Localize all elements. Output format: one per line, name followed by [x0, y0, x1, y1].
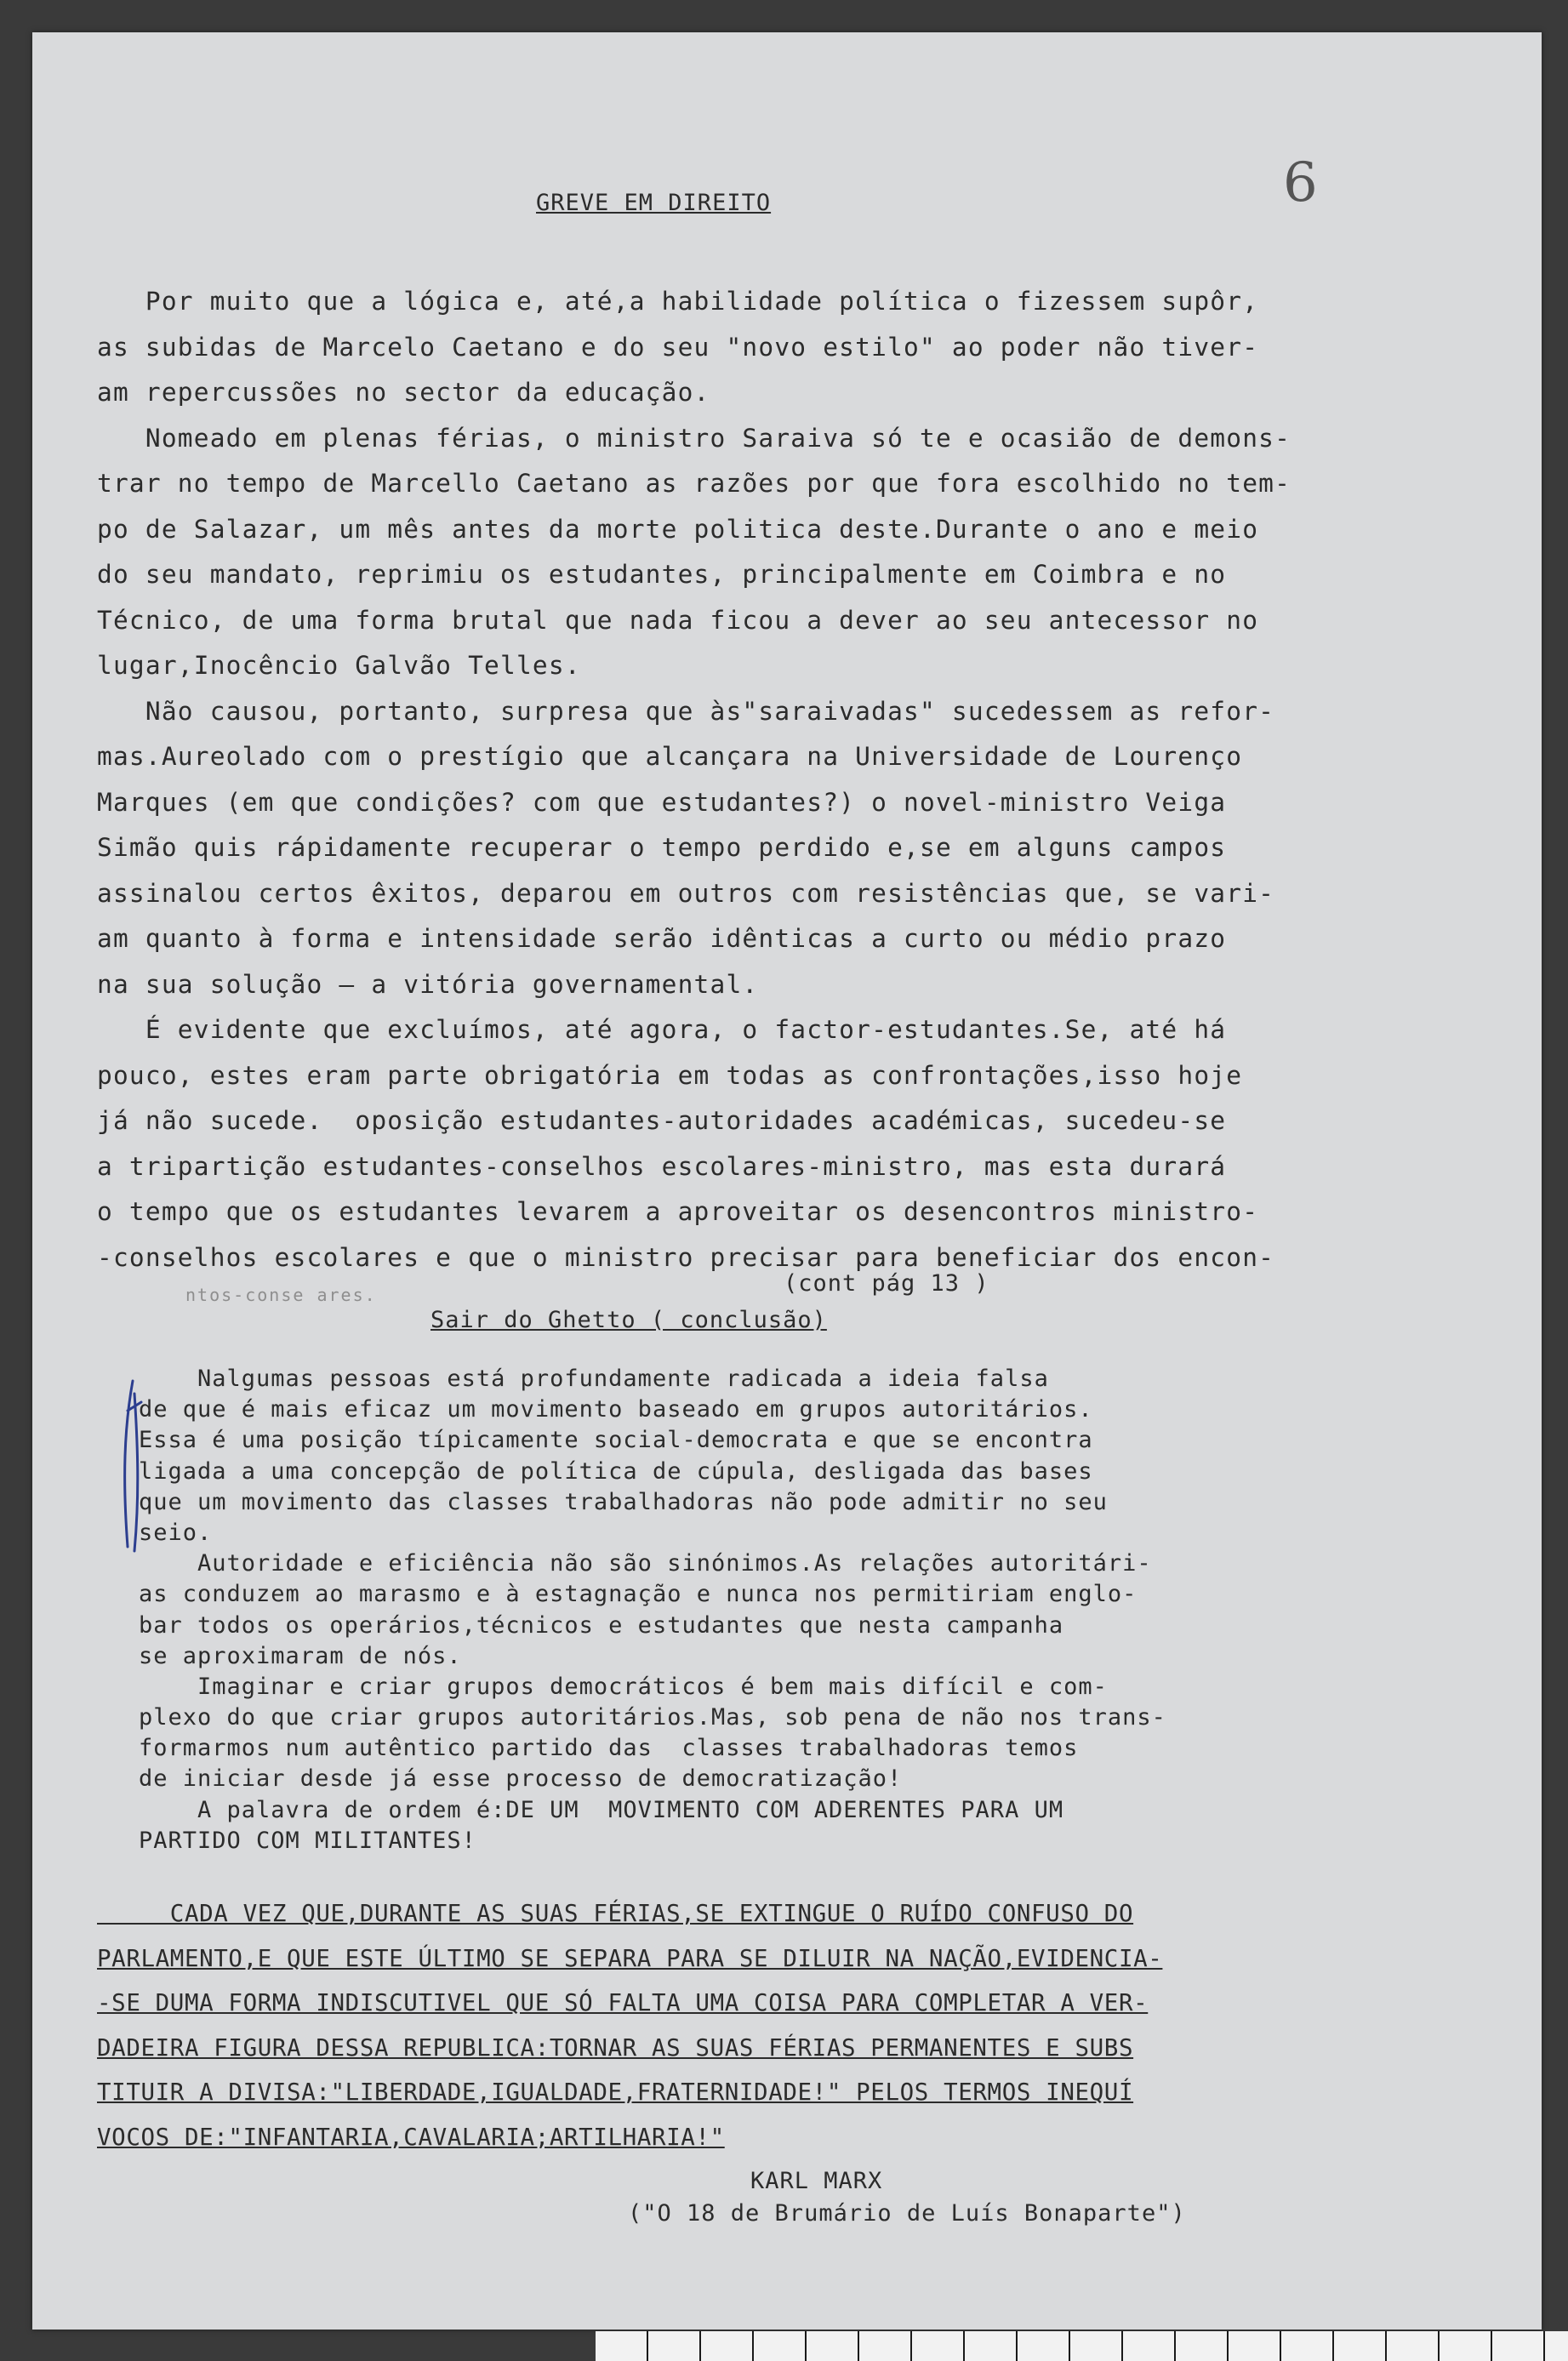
text-line: Não causou, portanto, surpresa que às"saraivadas" sucedessem as refor- — [97, 696, 1275, 726]
quotation — [97, 1891, 1348, 2159]
faded-overlap-text: ntos-conse ares. — [185, 1285, 377, 1305]
article-body — [97, 279, 1305, 1280]
text-line: lugar,Inocêncio Galvão Telles. — [97, 651, 581, 680]
text-line: trar no tempo de Marcello Caetano as razões por que fora escolhido no tem- — [97, 469, 1291, 498]
text-line: am repercussões no sector da educação. — [97, 378, 710, 407]
text-line: Nalgumas pessoas está profundamente radicada a ideia falsa — [139, 1366, 1049, 1392]
section-body — [139, 1364, 1372, 1856]
quote-line: CADA VEZ QUE,DURANTE AS SUAS FÉRIAS,SE EXTINGUE O RUÍDO CONFUSO DO — [97, 1900, 1134, 1927]
quote-source: ("O 18 de Brumário de Luís Bonaparte") — [628, 2200, 1186, 2227]
text-line: na sua solução — a vitória governamental. — [97, 969, 759, 999]
text-line: que um movimento das classes trabalhadoras não pode admitir no seu — [139, 1488, 1108, 1515]
text-line: Imaginar e criar grupos democráticos é bem mais difícil e com- — [139, 1673, 1108, 1700]
text-line: bar todos os operários,técnicos e estudantes que nesta campanha — [139, 1611, 1064, 1639]
text-line: Autoridade e eficiência não são sinónimos.As relações autoritári- — [139, 1550, 1152, 1577]
quote-line: DADEIRA FIGURA DESSA REPUBLICA:TORNAR AS SUAS FÉRIAS PERMANENTES E SUBS — [97, 2033, 1134, 2062]
text-line: Nomeado em plenas férias, o ministro Saraiva só te e ocasião de demons- — [97, 423, 1291, 453]
text-line: ligada a uma concepção de política de cúpula, desligada das bases — [139, 1457, 1093, 1485]
text-line: a tripartição estudantes-conselhos escolares-ministro, mas esta durará — [97, 1151, 1227, 1181]
quote-line: TITUIR A DIVISA:"LIBERDADE,IGUALDADE,FRATERNIDADE!" PELOS TERMOS INEQUÍ — [97, 2079, 1134, 2106]
text-line: Por muito que a lógica e, até,a habilidade política o fizessem supôr, — [97, 287, 1259, 316]
document-page — [32, 32, 1542, 2330]
quote-author: KARL MARX — [750, 2168, 883, 2194]
article-title: GREVE EM DIREITO — [536, 190, 772, 216]
continued-note: (cont pág 13 ) — [784, 1270, 989, 1297]
text-line: as subidas de Marcelo Caetano e do seu "novo estilo" ao poder não tiver- — [97, 332, 1259, 362]
text-line: o tempo que os estudantes levarem a aproveitar os desencontros ministro- — [97, 1197, 1259, 1226]
text-line: de que é mais eficaz um movimento baseado em grupos autoritários. — [139, 1396, 1093, 1423]
text-line: po de Salazar, um mês antes da morte politica deste.Durante o ano e meio — [97, 514, 1259, 544]
text-line: formarmos num autêntico partido das classes trabalhadoras temos — [139, 1735, 1079, 1762]
text-line: do seu mandato, reprimiu os estudantes, principalmente em Coimbra e no — [97, 560, 1227, 589]
text-line: assinalou certos êxitos, deparou em outros com resistências que, se vari- — [97, 878, 1275, 908]
text-line: seio. — [139, 1519, 213, 1546]
text-line: mas.Aureolado com o prestígio que alcançara na Universidade de Lourenço — [97, 742, 1243, 771]
text-line: É evidente que excluímos, até agora, o factor-estudantes.Se, até há — [97, 1015, 1227, 1044]
text-line: Marques (em que condições? com que estudantes?) o novel-ministro Veiga — [97, 787, 1227, 817]
text-line: A palavra de ordem é:DE UM MOVIMENTO COM ADERENTES PARA UM — [139, 1796, 1064, 1823]
scale-ruler — [596, 2331, 1568, 2361]
text-line: Técnico, de uma forma brutal que nada ficou a dever ao seu antecessor no — [97, 605, 1259, 635]
quote-line: PARLAMENTO,E QUE ESTE ÚLTIMO SE SEPARA PARA SE DILUIR NA NAÇÃO,EVIDENCIA- — [97, 1944, 1163, 1972]
page-number: 6 — [1283, 151, 1318, 214]
text-line: plexo do que criar grupos autoritários.Mas, sob pena de não nos trans- — [139, 1704, 1166, 1731]
text-line: Essa é uma posição típicamente social-democrata e que se encontra — [139, 1427, 1093, 1454]
text-line: se aproximaram de nós. — [139, 1642, 462, 1669]
text-line: PARTIDO COM MILITANTES! — [139, 1827, 476, 1854]
text-line: pouco, estes eram parte obrigatória em todas as confrontações,isso hoje — [97, 1060, 1243, 1090]
quote-line: -SE DUMA FORMA INDISCUTIVEL QUE SÓ FALTA UMA COISA PARA COMPLETAR A VER- — [97, 1989, 1149, 2016]
text-line: de iniciar desde já esse processo de democratização! — [139, 1765, 903, 1793]
section-title: Sair do Ghetto ( conclusão) — [430, 1307, 827, 1333]
text-line: já não sucede. oposição estudantes-autoridades académicas, sucedeu-se — [97, 1106, 1227, 1135]
text-line: am quanto à forma e intensidade serão idênticas a curto ou médio prazo — [97, 924, 1227, 953]
text-line: as conduzem ao marasmo e à estagnação e nunca nos permitiriam englo- — [139, 1581, 1138, 1608]
text-line: -conselhos escolares e que o ministro precisar para beneficiar dos encon- — [97, 1242, 1275, 1272]
quote-line: VOCOS DE:"INFANTARIA,CAVALARIA;ARTILHARIA!" — [97, 2123, 725, 2151]
text-line: Simão quis rápidamente recuperar o tempo perdido e,se em alguns campos — [97, 833, 1227, 862]
